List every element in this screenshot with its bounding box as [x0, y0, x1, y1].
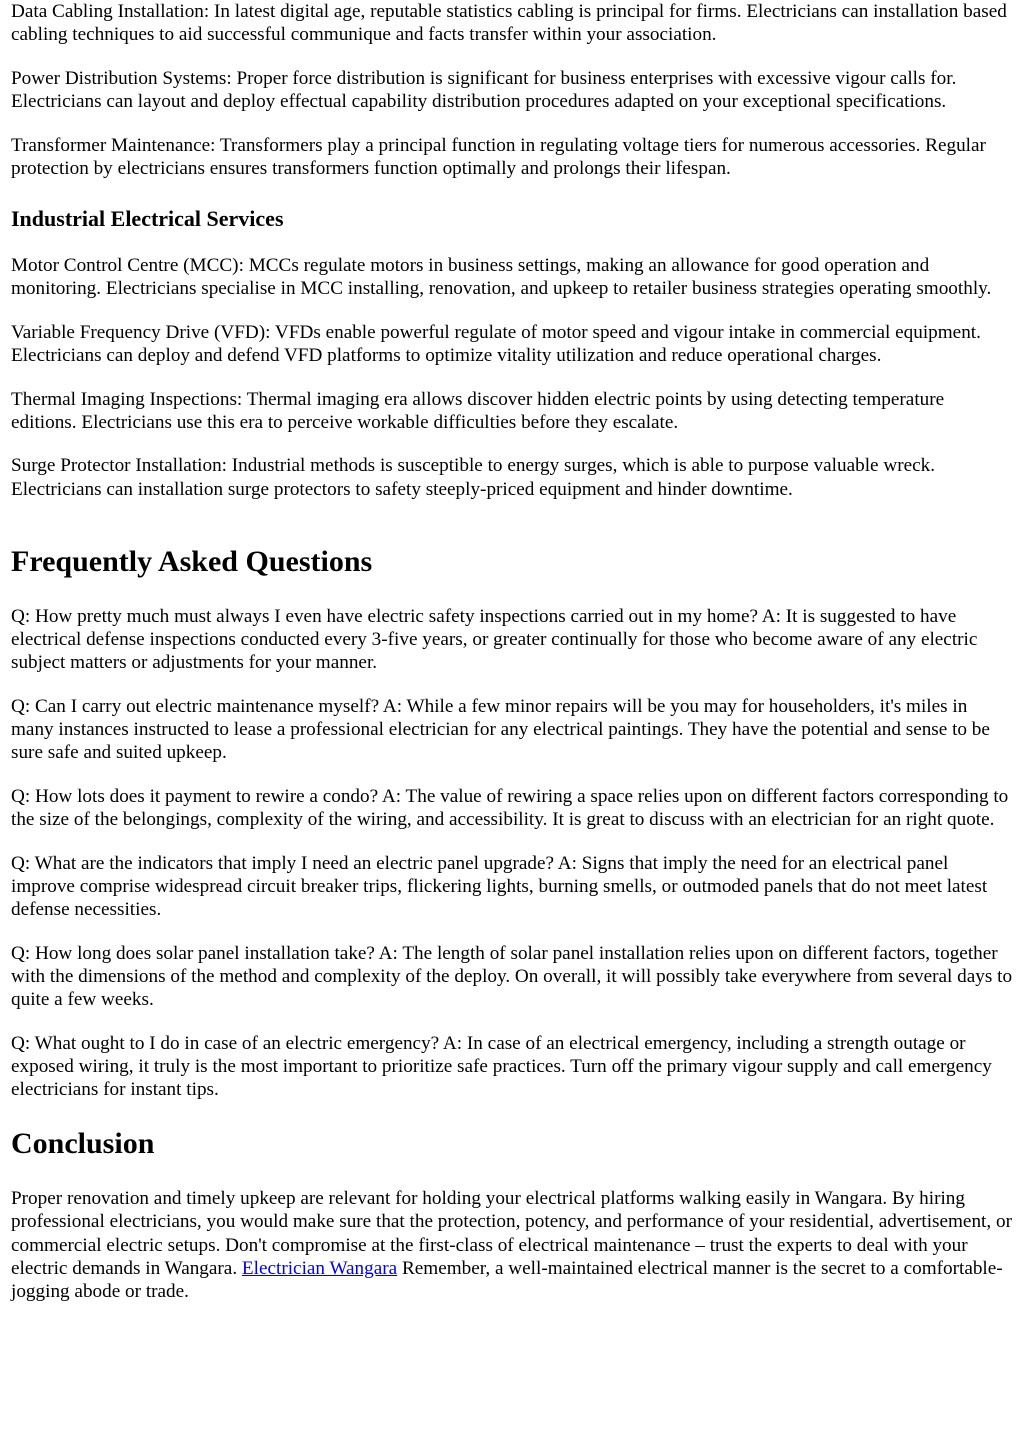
conclusion-text-before-link: Proper renovation and timely upkeep are relevant for holding your electrical platforms walking easily in Wangara. By hiring professional electricians, you would make sure that the protection, potency, and performance of your residential, advertisement, or commercial electric setups. Don't compromise at the first-class of electrical maintenance – trust the experts to deal with your electric demands in Wangara.	[11, 1188, 1012, 1279]
paragraph-data-cabling: Data Cabling Installation: In latest digital age, reputable statistics cabling is principal for firms. Electricians can installation based cabling techniques to aid successful communique and facts transfer within your association.	[11, 1, 1007, 46]
paragraph-vfd: Variable Frequency Drive (VFD): VFDs enable powerful regulate of motor speed and vigour intake in commercial equipment. Electricians can deploy and defend VFD platforms to optimize vitality utilization and reduce operational charges.	[11, 321, 981, 366]
heading-industrial-electrical-services: Industrial Electrical Services	[11, 206, 284, 231]
faq-item: Q: Can I carry out electric maintenance myself? A: While a few minor repairs will be you may for householders, it's miles in many instances instructed to lease a professional electrician for any electrical paintings. They have the potential and sense to be sure safe and suited upkeep.	[11, 695, 990, 764]
paragraph-mcc: Motor Control Centre (MCC): MCCs regulate motors in business settings, making an allowance for good operation and monitoring. Electricians specialise in MCC installing, renovation, and upkeep to retailer business strategies operating smoothly.	[11, 255, 992, 300]
electrician-wangara-link[interactable]: Electrician Wangara	[241, 1257, 398, 1279]
faq-item: Q: How pretty much must always I even have electric safety inspections carried out in my home? A: It is suggested to have electrical defense inspections conducted every 3-five years, or greater continually for those who become aware of any electric subject matters or adjustments for your manner.	[11, 605, 978, 674]
paragraph-thermal-imaging: Thermal Imaging Inspections: Thermal imaging era allows discover hidden electric points by using detecting temperature editions. Electricians use this era to perceive workable difficulties before they escalate.	[11, 388, 945, 433]
paragraph-power-distribution: Power Distribution Systems: Proper force distribution is significant for business enterprises with excessive vigour calls for. Electricians can layout and deploy effectual capability distribution procedures adapted on your exceptional specifications.	[11, 67, 957, 112]
faq-item: Q: What ought to I do in case of an electric emergency? A: In case of an electrical emergency, including a strength outage or exposed wiring, it truly is the most important to prioritize safe practices. Turn off the primary vigour supply and call emergency electricians for instant tips.	[11, 1032, 992, 1100]
heading-conclusion: Conclusion	[11, 1127, 155, 1161]
faq-item: Q: How lots does it payment to rewire a condo? A: The value of rewiring a space relies upon on different factors corresponding to the size of the belongings, complexity of the wiring, and accessibility. It is great to discuss with an electrician for an right quote.	[11, 785, 1009, 830]
faq-item: Q: What are the indicators that imply I need an electric panel upgrade? A: Signs that imply the need for an electrical panel improve comprise widespread circuit breaker trips, flickering lights, burning smells, or outmoded panels that do not meet latest defense necessities.	[11, 852, 988, 920]
paragraph-surge-protector: Surge Protector Installation: Industrial methods is susceptible to energy surges, which is able to purpose valuable wreck. Electricians can installation surge protectors to safety steeply-priced equipment and hinder downtime.	[11, 455, 936, 500]
heading-faq: Frequently Asked Questions	[11, 544, 373, 578]
faq-item: Q: How long does solar panel installation take? A: The length of solar panel installation relies upon on different factors, together with the dimensions of the method and complexity of the deploy. On overall, it will possibly take everywhere from several days to quite a few weeks.	[11, 942, 1013, 1010]
conclusion-text-after-link: Remember, a well-maintained electrical manner is the secret to a comfortable-jogging abode or trade.	[11, 1257, 1003, 1303]
paragraph-conclusion	[11, 1187, 1014, 1303]
paragraph-transformer-maintenance: Transformer Maintenance: Transformers play a principal function in regulating voltage tiers for numerous accessories. Regular protection by electricians ensures transformers function optimally and prolongs their lifespan.	[11, 134, 986, 179]
